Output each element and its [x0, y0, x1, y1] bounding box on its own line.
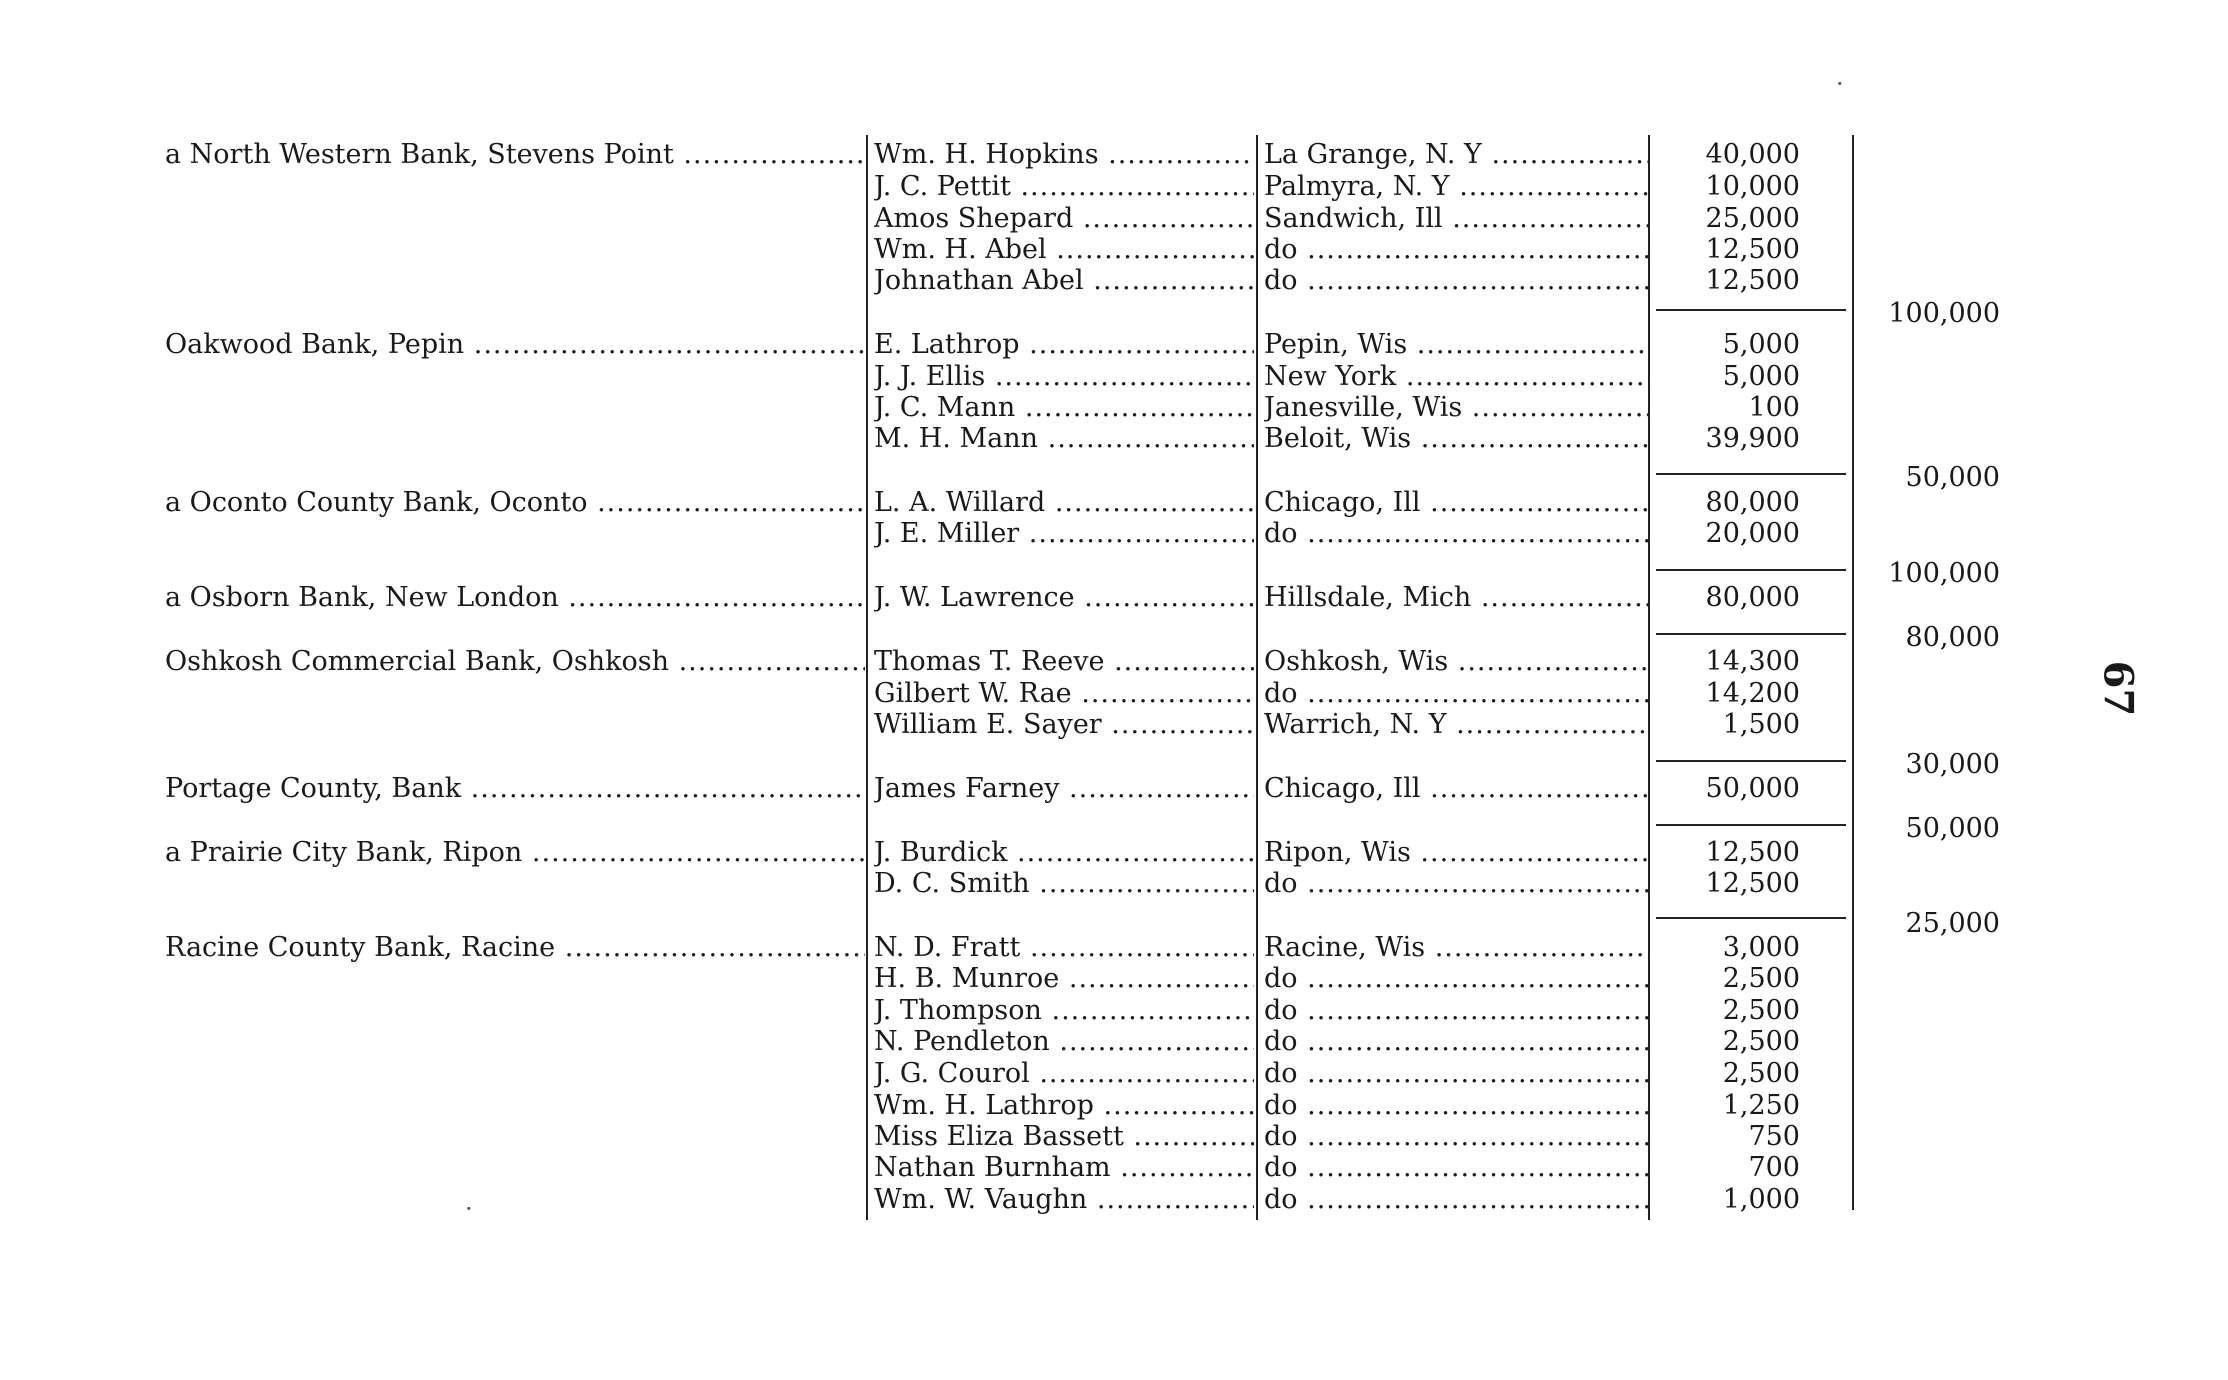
bank-total: 50,000: [1905, 462, 2000, 493]
stock-amount: 5,000: [1722, 361, 1800, 392]
column-rule-residence: [1256, 135, 1258, 1220]
owner-residence: do .....: [1264, 963, 1649, 994]
owner-residence: Hillsdale, Mich .....: [1264, 582, 1649, 613]
owner-name: J. E. Miller .....: [874, 518, 1254, 549]
owner-residence: Chicago, Ill .....: [1264, 487, 1649, 518]
owner-name: Gilbert W. Rae .....: [874, 678, 1254, 709]
owner-name: Wm. H. Lathrop .....: [874, 1090, 1254, 1121]
owner-residence: Chicago, Ill .....: [1264, 773, 1649, 804]
owner-name: J. G. Courol .....: [874, 1058, 1254, 1089]
owner-residence: Beloit, Wis .....: [1264, 423, 1649, 454]
bank-name: a Oconto County Bank, Oconto .....: [165, 487, 865, 518]
owner-name: J. C. Mann .....: [874, 392, 1254, 423]
stock-amount: 14,200: [1705, 678, 1800, 709]
bank-total: 25,000: [1905, 908, 2000, 939]
bank-name: a North Western Bank, Stevens Point .....: [165, 139, 865, 170]
bank-name: Portage County, Bank .....: [165, 773, 865, 804]
owner-residence: Sandwich, Ill .....: [1264, 203, 1649, 234]
stock-amount: 80,000: [1705, 582, 1800, 613]
stock-amount: 80,000: [1705, 487, 1800, 518]
owner-name: D. C. Smith .....: [874, 868, 1254, 899]
owner-residence: do .....: [1264, 234, 1649, 265]
owner-name: James Farney .....: [874, 773, 1254, 804]
stock-amount: 1,000: [1722, 1184, 1800, 1215]
stock-amount: 2,500: [1722, 1026, 1800, 1057]
owner-residence: Oshkosh, Wis .....: [1264, 646, 1649, 677]
stock-amount: 50,000: [1705, 773, 1800, 804]
stock-amount: 1,250: [1722, 1090, 1800, 1121]
bank-total: 30,000: [1905, 749, 2000, 780]
owner-name: H. B. Munroe .....: [874, 963, 1254, 994]
stock-amount: 1,500: [1722, 709, 1800, 740]
owner-residence: do .....: [1264, 868, 1649, 899]
owner-name: Wm. H. Hopkins .....: [874, 139, 1254, 170]
owner-residence: La Grange, N. Y .....: [1264, 139, 1649, 170]
subtotal-rule: [1656, 633, 1846, 635]
owner-residence: do .....: [1264, 1152, 1649, 1183]
owner-name: Thomas T. Reeve .....: [874, 646, 1254, 677]
subtotal-rule: [1656, 309, 1846, 311]
subtotal-rule: [1656, 760, 1846, 762]
stock-amount: 12,500: [1705, 265, 1800, 296]
bank-total: 50,000: [1905, 813, 2000, 844]
stock-amount: 25,000: [1705, 203, 1800, 234]
subtotal-rule: [1656, 569, 1846, 571]
owner-residence: do .....: [1264, 1058, 1649, 1089]
owner-name: Nathan Burnham .....: [874, 1152, 1254, 1183]
owner-residence: do .....: [1264, 1121, 1649, 1152]
owner-name: Johnathan Abel .....: [874, 265, 1254, 296]
owner-name: M. H. Mann .....: [874, 423, 1254, 454]
page-speck-bottom: ·: [465, 1195, 473, 1223]
bank-name: Oshkosh Commercial Bank, Oshkosh .....: [165, 646, 865, 677]
owner-name: J. W. Lawrence .....: [874, 582, 1254, 613]
bank-name: Oakwood Bank, Pepin .....: [165, 329, 865, 360]
owner-residence: do .....: [1264, 995, 1649, 1026]
owner-name: L. A. Willard .....: [874, 487, 1254, 518]
stock-amount: 3,000: [1722, 932, 1800, 963]
owner-residence: Pepin, Wis .....: [1264, 329, 1649, 360]
stock-amount: 5,000: [1722, 329, 1800, 360]
owner-name: J. C. Pettit .....: [874, 171, 1254, 202]
owner-residence: Warrich, N. Y .....: [1264, 709, 1649, 740]
owner-name: Miss Eliza Bassett .....: [874, 1121, 1254, 1152]
bank-total: 100,000: [1888, 298, 2000, 329]
bank-total: 80,000: [1905, 622, 2000, 653]
owner-residence: do .....: [1264, 678, 1649, 709]
stock-amount: 14,300: [1705, 646, 1800, 677]
stock-amount: 12,500: [1705, 837, 1800, 868]
owner-name: J. J. Ellis .....: [874, 361, 1254, 392]
owner-name: William E. Sayer .....: [874, 709, 1254, 740]
stock-amount: 10,000: [1705, 171, 1800, 202]
subtotal-rule: [1656, 473, 1846, 475]
column-rule-owner: [866, 135, 868, 1220]
owner-residence: New York .....: [1264, 361, 1649, 392]
owner-name: Amos Shepard .....: [874, 203, 1254, 234]
stock-amount: 40,000: [1705, 139, 1800, 170]
owner-residence: Racine, Wis .....: [1264, 932, 1649, 963]
owner-residence: Janesville, Wis .....: [1264, 392, 1649, 423]
stock-amount: 100: [1748, 392, 1800, 423]
bank-name: a Prairie City Bank, Ripon .....: [165, 837, 865, 868]
stock-amount: 39,900: [1705, 423, 1800, 454]
stock-amount: 20,000: [1705, 518, 1800, 549]
stock-amount: 2,500: [1722, 963, 1800, 994]
stock-amount: 12,500: [1705, 868, 1800, 899]
owner-residence: do .....: [1264, 1184, 1649, 1215]
bank-name: a Osborn Bank, New London .....: [165, 582, 865, 613]
owner-residence: Ripon, Wis .....: [1264, 837, 1649, 868]
page-number: 67: [2094, 660, 2142, 717]
page-speck-top: ·: [1836, 70, 1844, 98]
owner-name: J. Thompson .....: [874, 995, 1254, 1026]
owner-name: Wm. W. Vaughn .....: [874, 1184, 1254, 1215]
owner-residence: do .....: [1264, 1026, 1649, 1057]
owner-name: J. Burdick .....: [874, 837, 1254, 868]
stock-amount: 12,500: [1705, 234, 1800, 265]
subtotal-rule: [1656, 917, 1846, 919]
stock-amount: 750: [1748, 1121, 1800, 1152]
subtotal-rule: [1656, 824, 1846, 826]
bank-total: 100,000: [1888, 558, 2000, 589]
column-rule-total: [1852, 135, 1854, 1210]
stock-amount: 2,500: [1722, 995, 1800, 1026]
bank-name: Racine County Bank, Racine .....: [165, 932, 865, 963]
stock-amount: 700: [1748, 1152, 1800, 1183]
owner-residence: do .....: [1264, 1090, 1649, 1121]
stock-amount: 2,500: [1722, 1058, 1800, 1089]
owner-name: N. D. Fratt .....: [874, 932, 1254, 963]
owner-name: E. Lathrop .....: [874, 329, 1254, 360]
owner-residence: do .....: [1264, 518, 1649, 549]
owner-residence: do .....: [1264, 265, 1649, 296]
owner-name: N. Pendleton .....: [874, 1026, 1254, 1057]
owner-name: Wm. H. Abel .....: [874, 234, 1254, 265]
owner-residence: Palmyra, N. Y .....: [1264, 171, 1649, 202]
